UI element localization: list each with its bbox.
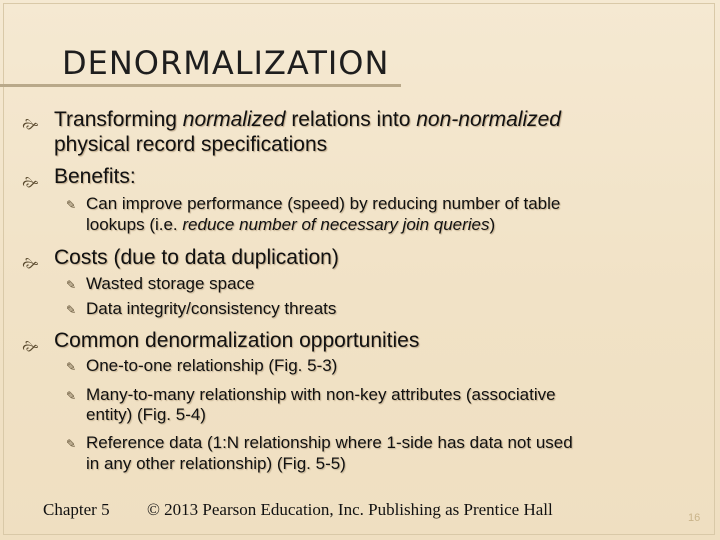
sub-bullet-reference-data-line2: in any other relationship) (Fig. 5-5) [86,454,346,473]
bullet-icon: 🙚 [22,173,39,192]
page-number: 16 [688,512,701,524]
bullet-transforming-line2: physical record specifications [54,133,328,156]
emphasis-non-normalized: non-normalized [416,108,561,131]
sub-bullet-text: lookups (i.e. [86,215,183,234]
emphasis-join-queries: reduce number of necessary join queries [182,215,490,234]
sub-bullet-performance: Can improve performance (speed) by reducing number of table [86,194,561,213]
sub-bullet-icon: ✎ [66,437,77,451]
bullet-transforming [54,107,561,132]
sub-bullet-icon: ✎ [66,303,77,317]
footer-chapter: Chapter 5 [43,500,110,519]
sub-bullet-wasted-storage: Wasted storage space [86,274,255,293]
bullet-icon: 🙚 [22,115,39,134]
sub-bullet-many-to-many: Many-to-many relationship with non-key attributes (associative [86,385,556,404]
bullet-benefits: Benefits: [54,165,136,188]
sub-bullet-many-to-many-line2: entity) (Fig. 5-4) [86,405,206,424]
sub-bullet-icon: ✎ [66,198,77,212]
sub-bullet-one-to-one: One-to-one relationship (Fig. 5-3) [86,356,338,375]
bullet-text: relations into [285,108,417,131]
bullet-costs: Costs (due to data duplication) [54,246,339,269]
footer-copyright: © 2013 Pearson Education, Inc. Publishing as Prentice Hall [147,500,553,519]
title-underline [0,84,401,87]
slide-title: DENORMALIZATION [62,44,390,82]
sub-bullet-performance-line2 [86,215,495,235]
sub-bullet-icon: ✎ [66,389,77,403]
sub-bullet-reference-data: Reference data (1:N relationship where 1-side has data not used [86,433,573,452]
bullet-icon: 🙚 [22,337,39,356]
sub-bullet-integrity: Data integrity/consistency threats [86,299,337,318]
sub-bullet-icon: ✎ [66,360,77,374]
emphasis-normalized: normalized [182,108,286,131]
sub-bullet-icon: ✎ [66,278,77,292]
bullet-text: Transforming [54,108,183,131]
bullet-icon: 🙚 [22,254,39,273]
bullet-opportunities: Common denormalization opportunities [54,329,420,352]
sub-bullet-text: ) [489,215,496,234]
